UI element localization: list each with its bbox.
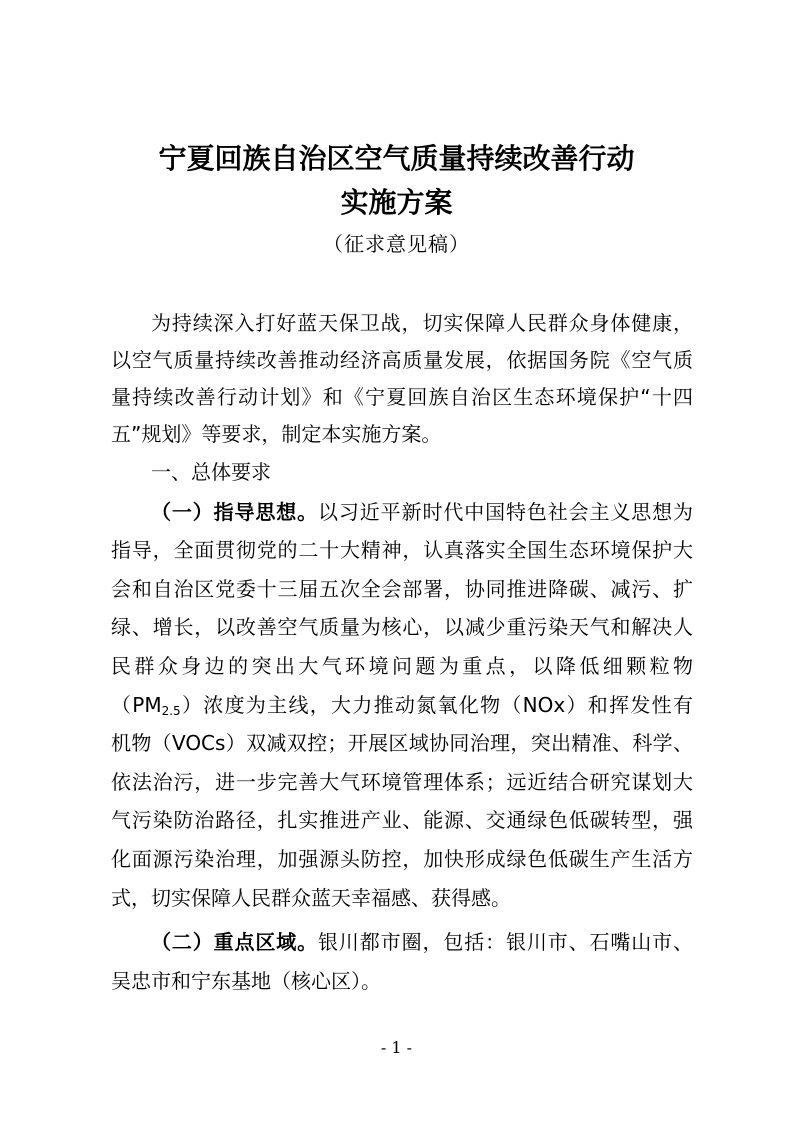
section-heading: 一、总体要求 <box>151 460 271 484</box>
item1-first-text: 以习近平新时代中国特色社会主义思想为 <box>318 500 693 524</box>
preamble-line: 为持续深入打好蓝天保卫战，切实保障人民群众身体健康， <box>151 311 693 335</box>
item2-first-line <box>151 926 693 959</box>
item2-last-line: 吴忠市和宁东基地（核心区）。 <box>111 969 381 993</box>
item1-line: 绿、增长，以改善空气质量为核心，以减少重污染天气和解决人 <box>111 615 693 639</box>
item1-last-line: 式，切实保障人民群众蓝天幸福感、获得感。 <box>111 886 511 910</box>
item1-line: 化面源污染治理，加强源头防控，加快形成绿色低碳生产生活方 <box>111 847 693 871</box>
item1-line: 依法治污，进一步完善大气环境管理体系；远近结合研究谋划大 <box>111 770 693 794</box>
draft-subtitle: （征求意见稿） <box>323 232 470 256</box>
item1-label: （一）指导思想。 <box>151 500 319 524</box>
item1-line: 指导，全面贯彻党的二十大精神，认真落实全国生态环境保护大 <box>111 538 693 562</box>
item1-line: 机物（VOCs）双减双控；开展区域协同治理，突出精准、科学、 <box>111 731 693 755</box>
item1-line: 气污染防治路径，扎实推进产业、能源、交通绿色低碳转型，强 <box>111 808 693 832</box>
pm-prefix: （PM <box>111 693 162 717</box>
pm-suffix: ）浓度为主线，大力推动氮氧化物（NOx）和挥发性有 <box>180 693 693 717</box>
item1-line: 会和自治区党委十三届五次全会部署，协同推进降碳、减污、扩 <box>111 577 693 601</box>
page-number: - 1 - <box>380 1038 413 1057</box>
pm-subscript: 2.5 <box>161 704 181 718</box>
title-line-1: 宁夏回族自治区空气质量持续改善行动 <box>158 142 635 175</box>
item1-line: 民群众身边的突出大气环境问题为重点，以降低细颗粒物 <box>111 654 693 678</box>
preamble-line: 量持续改善行动计划》和《宁夏回族自治区生态环境保护“十四 <box>111 385 693 409</box>
item2-first-text: 银川都市圈，包括：银川市、石嘴山市、 <box>318 930 693 954</box>
item2-label: （二）重点区域。 <box>151 930 319 954</box>
item1-pm-line <box>111 689 693 722</box>
item1-first-line <box>151 496 693 529</box>
preamble-line: 以空气质量持续改善推动经济高质量发展，依据国务院《空气质 <box>111 348 693 372</box>
title-line-2: 实施方案 <box>340 186 453 219</box>
preamble-line: 五”规划》等要求，制定本实施方案。 <box>111 422 442 446</box>
